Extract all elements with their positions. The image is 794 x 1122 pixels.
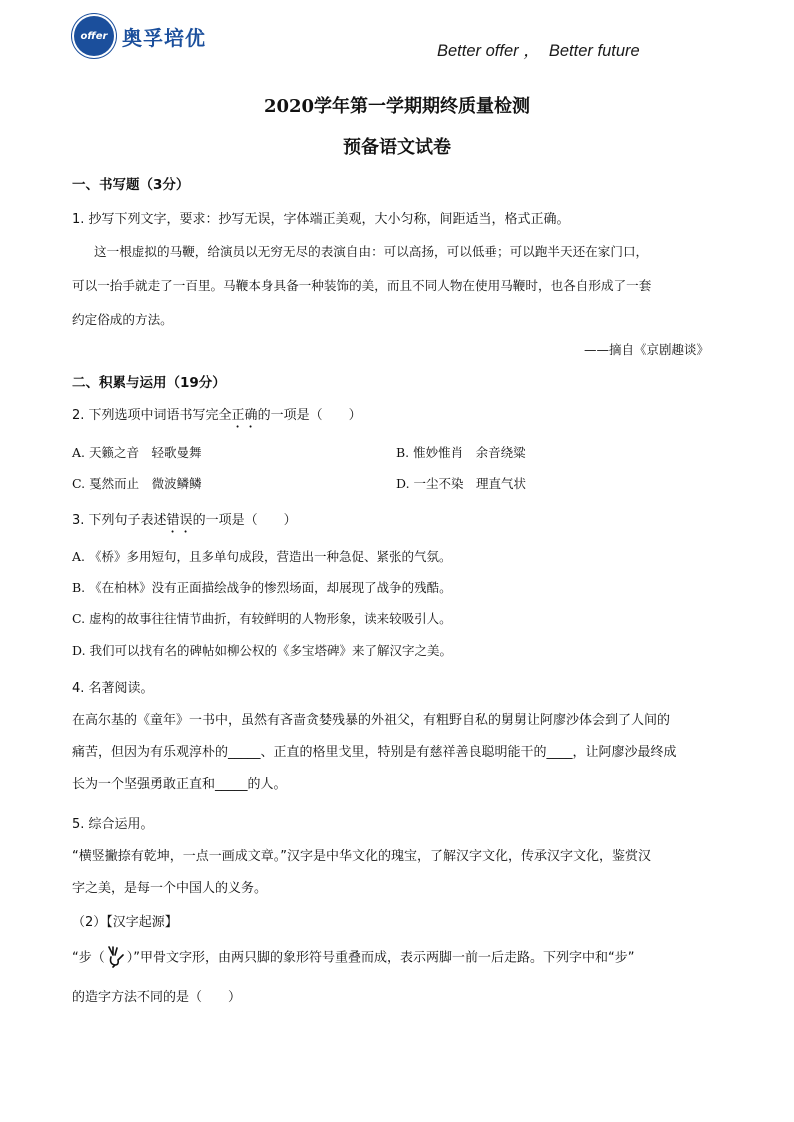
q5-question-line-1	[72, 944, 634, 972]
q3-text-before: 3. 下列句子表述	[72, 513, 167, 528]
q4-line-2: 痛苦，但因为有乐观淳朴的_____、正直的格里戈里，特别是有慈祥善良聪明能干的____，让阿廖沙最终成	[72, 745, 677, 760]
question-4: 4. 名著阅读。	[72, 681, 154, 696]
oracle-bone-bu-icon	[105, 944, 127, 972]
passage-line-3: 约定俗成的方法。	[72, 312, 173, 327]
q5-subheading: （2）【汉字起源】	[72, 915, 178, 930]
q2-text-before: 2. 下列选项中词语书写完全	[72, 408, 232, 423]
q2-option-b: B. 惟妙惟肖 余音绕粱	[396, 445, 526, 460]
q4-line-1: 在高尔基的《童年》一书中，虽然有吝啬贪婪残暴的外祖父，有粗野自私的舅舅让阿廖沙体会到了人间的	[72, 713, 671, 728]
q2-option-c: C. 戛然而止 微波鳞鳞	[72, 476, 202, 491]
question-5: 5. 综合运用。	[72, 817, 154, 832]
section-heading-usage: 二、积累与运用（19分）	[72, 375, 226, 391]
q2-option-d: D. 一尘不染 理直气状	[396, 476, 527, 491]
q5-line-2: 字之美，是每一个中国人的义务。	[72, 881, 268, 896]
q4-line-3: 长为一个坚强勇敢正直和_____的人。	[72, 777, 287, 792]
q4-text	[72, 705, 677, 801]
q2-text-after: 的一项是（ ）	[257, 408, 362, 423]
q3-option-c: C. 虚构的故事往往情节曲折，有较鲜明的人物形象，读来较吸引人。	[72, 611, 452, 626]
q3-option-a: A. 《桥》多用短句，且多单句成段，营造出一种急促、紧张的气氛。	[72, 549, 452, 564]
brand-logo	[72, 14, 222, 58]
q3-emphasis: 错误	[166, 513, 193, 528]
q5-text	[72, 841, 651, 905]
q2-option-a: A. 天籁之音 轻歌曼舞	[72, 445, 202, 460]
q5-line-1: “横竖撇捺有乾坤，一点一画成文章。”汉字是中华文化的瑰宝，了解汉字文化，传承汉字文化，鉴赏汉	[72, 849, 651, 864]
exam-subtitle: 预备语文试卷	[343, 137, 451, 158]
question-3	[72, 509, 297, 536]
q2-emphasis: 正确	[231, 408, 258, 423]
q3-option-b: B. 《在柏林》没有正面描绘战争的惨烈场面，却展现了战争的残酷。	[72, 580, 452, 595]
q5-question-line-2: 的造字方法不同的是（ ）	[72, 990, 242, 1005]
question-1: 1. 抄写下列文字，要求：抄写无误，字体端正美观，大小匀称，间距适当，格式正确。	[72, 212, 570, 227]
passage-line-2: 可以一抬手就走了一百里。马鞭本身具备一种装饰的美，而且不同人物在使用马鞭时，也各自形成了一套	[72, 278, 652, 293]
slogan: Better offer ， Better future	[437, 42, 640, 60]
exam-title: 2020学年第一学期期终质量检测	[263, 96, 531, 117]
brand-name: 奥孚培优	[122, 26, 206, 50]
section-heading-writing: 一、书写题（3分）	[72, 177, 190, 193]
offer-logo-icon: offer	[72, 14, 116, 58]
q3-text-after: 的一项是（ ）	[192, 513, 297, 528]
q5-text-after: ）”甲骨文字形，由两只脚的象形符号重叠而成，表示两脚一前一后走路。下列字中和“步”	[126, 950, 635, 966]
passage-line-1: 这一根虚拟的马鞭，给演员以无穷无尽的表演自由：可以高扬，可以低垂；可以跑半天还在家门口，	[94, 244, 649, 259]
q5-text-before: “步（	[72, 950, 105, 966]
passage-source: ——摘自《京剧趣谈》	[584, 342, 710, 357]
q3-option-d: D. 我们可以找有名的碑帖如柳公权的《多宝塔碑》来了解汉字之美。	[72, 643, 453, 658]
question-2	[72, 404, 362, 431]
